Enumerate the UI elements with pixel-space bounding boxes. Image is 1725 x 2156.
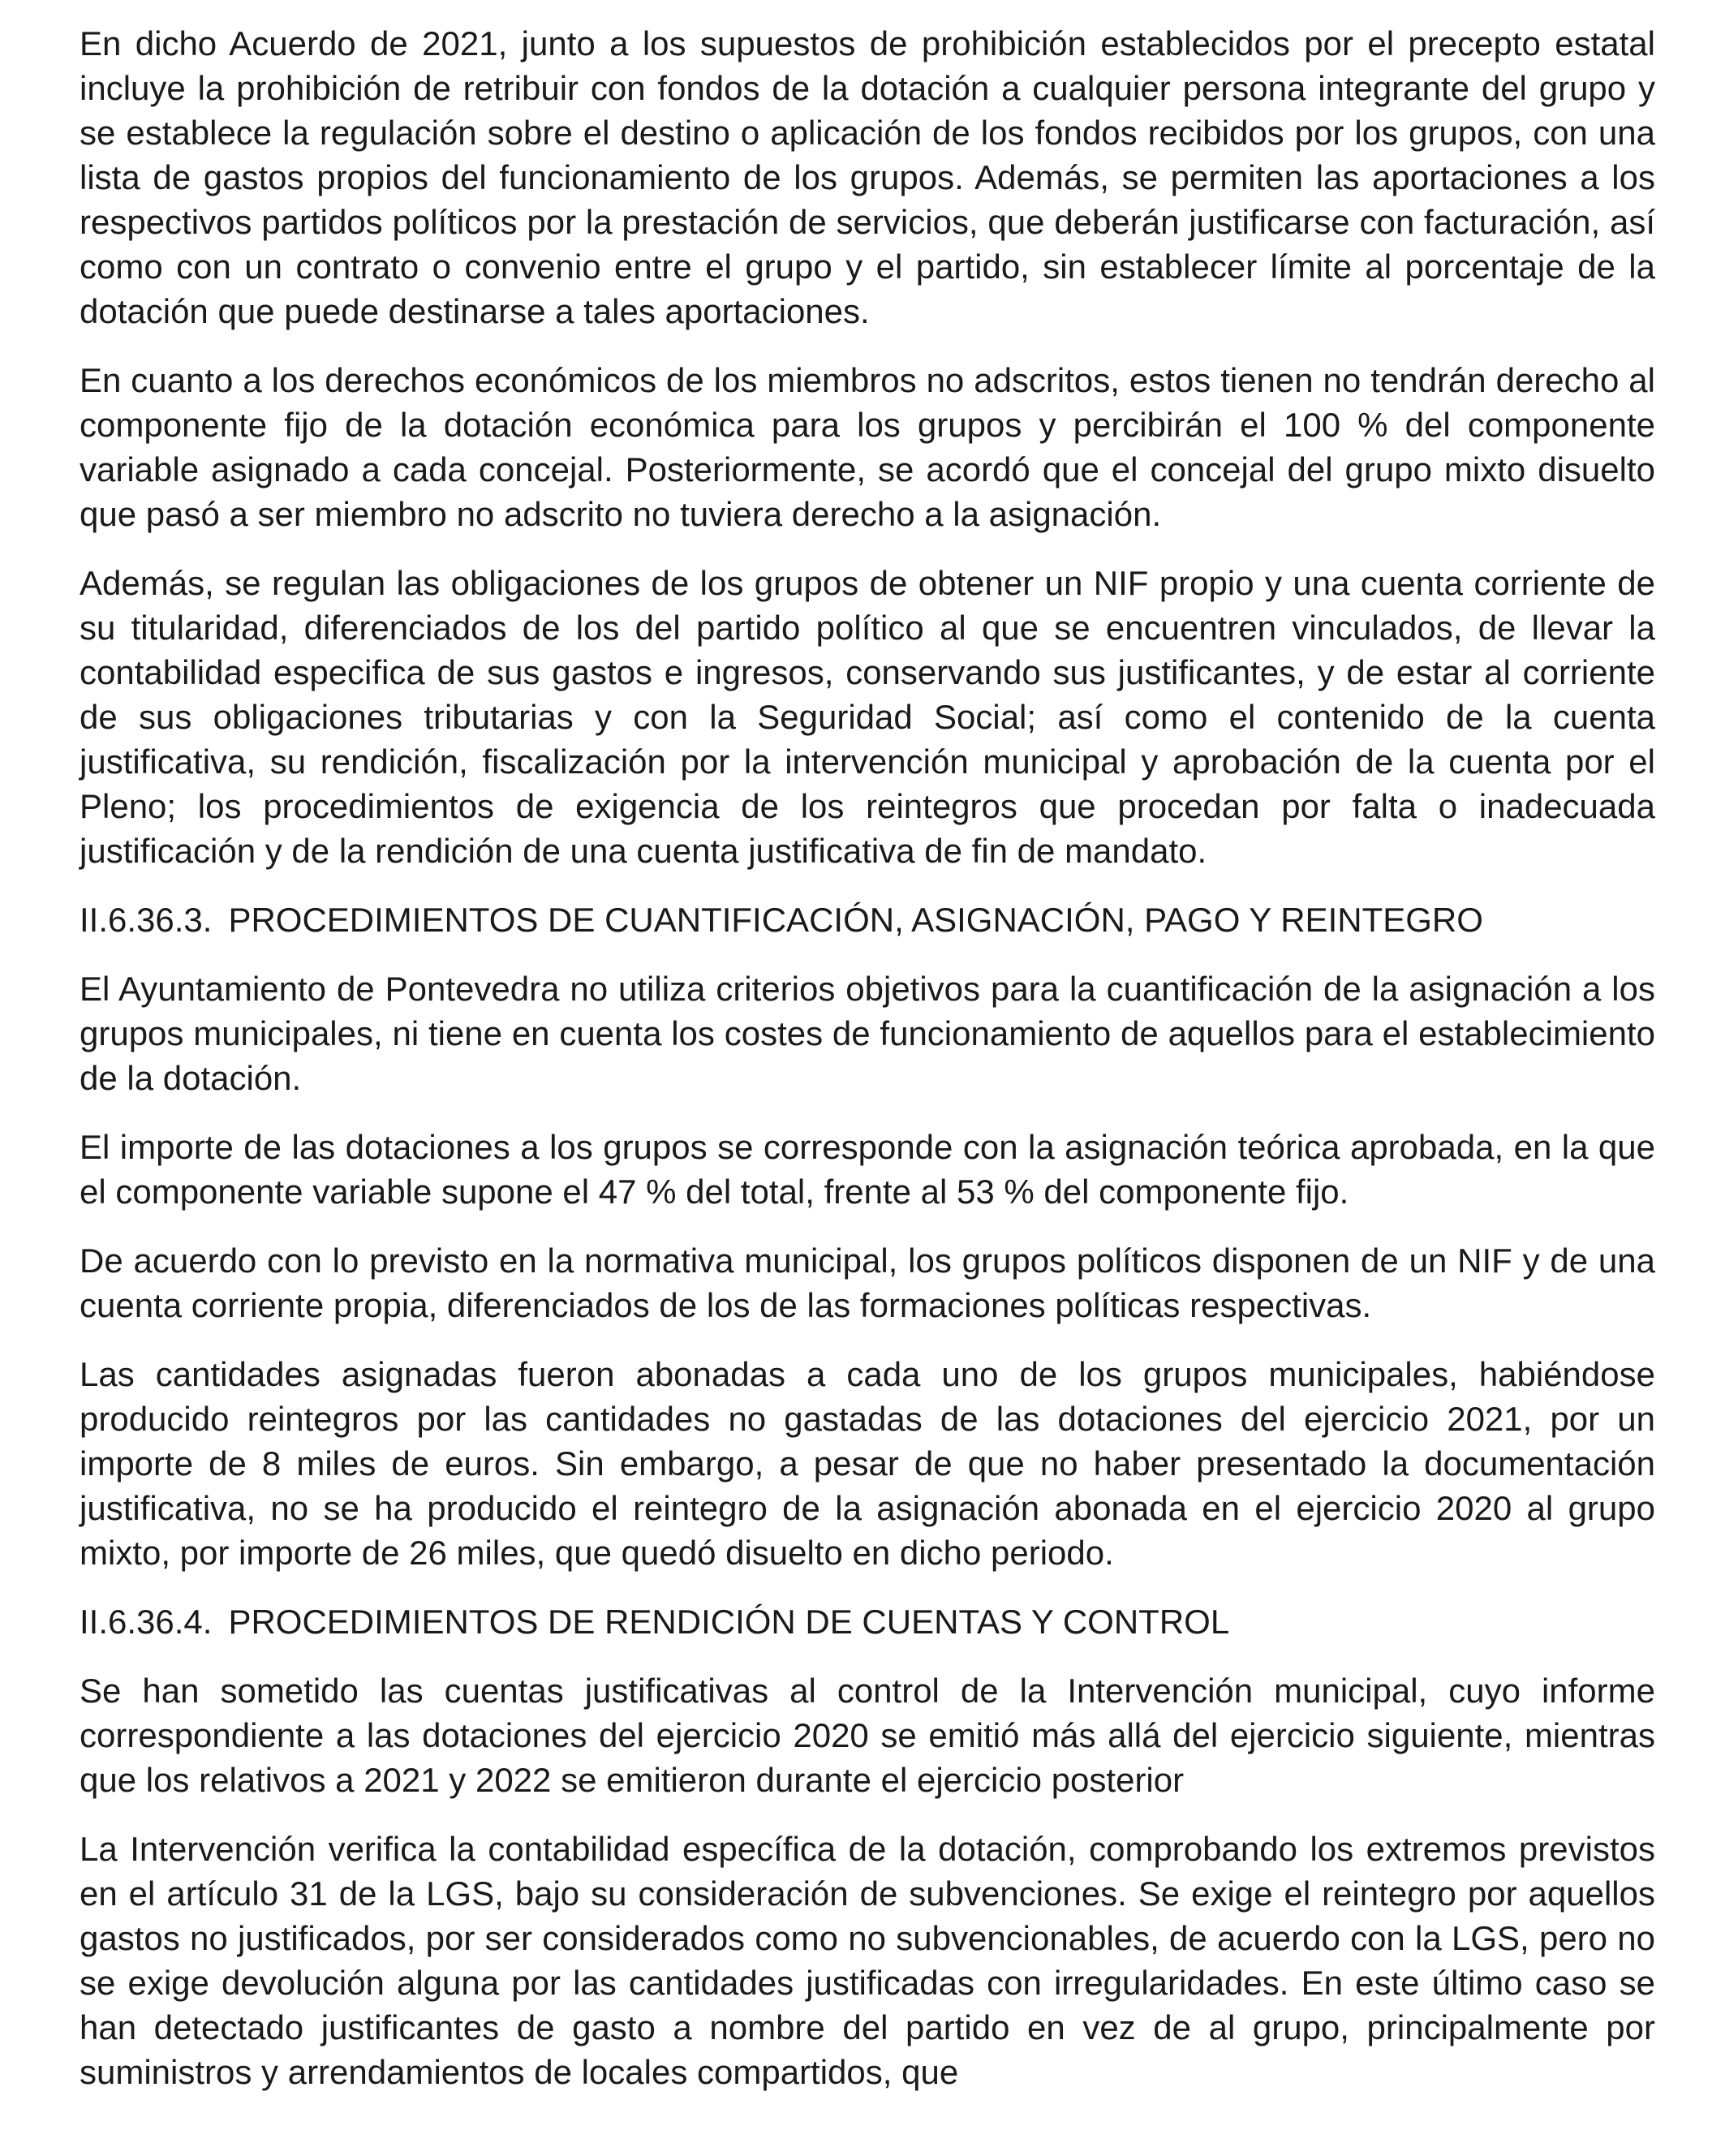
document-page: [80, 21, 1655, 2119]
section-heading-cuantificacion: [80, 897, 1655, 942]
paragraph-acuerdo-2021: En dicho Acuerdo de 2021, junto a los supuestos de prohibición establecidos por el precepto estatal incluye la prohibición de retribuir con fondos de la dotación a cualquier persona integrante del grupo y se establece la regulación sobre el destino o aplicación de los fondos recibidos por los grupos, con una lista de gastos propios del funcionamiento de los grupos. Además, se permiten las aportaciones a los respectivos partidos políticos por la prestación de servicios, que deberán justificarse con facturación, así como con un contrato o convenio entre el grupo y el partido, sin establecer límite al porcentaje de la dotación que puede destinarse a tales aportaciones.: [80, 24, 1655, 330]
paragraph-nif-cuenta: De acuerdo con lo previsto en la normativa municipal, los grupos políticos disponen de un NIF y de una cuenta corriente propia, diferenciados de los de las formaciones políticas respectivas.: [80, 1242, 1655, 1324]
paragraph-intervencion-verifica: La Intervención verifica la contabilidad específica de la dotación, comprobando los extremos previstos en el artículo 31 de la LGS, bajo su consideración de subvenciones. Se exige el reintegro por aquellos gastos no justificados, por ser considerados como no subvencionables, de acuerdo con la LGS, pero no se exige devolución alguna por las cantidades justificadas con irregularidades. En este último caso se han detectado justificantes de gasto a nombre del partido en vez de al grupo, principalmente por suministros y arrendamientos de locales compartidos, que: [80, 1830, 1655, 2091]
paragraph-cuentas-justificativas: Se han sometido las cuentas justificativas al control de la Intervención municipal, cuyo informe correspondiente a las dotaciones del ejercicio 2020 se emitió más allá del ejercicio siguiente, mientras que los relativos a 2021 y 2022 se emitieron durante el ejercicio posterior: [80, 1672, 1655, 1799]
section-number: II.6.36.3.: [80, 901, 213, 939]
paragraph-criterios-objetivos: El Ayuntamiento de Pontevedra no utiliza criterios objetivos para la cuantificación de la asignación a los grupos municipales, ni tiene en cuenta los costes de funcionamiento de aquellos para el establecimiento de la dotación.: [80, 970, 1655, 1097]
section-heading-rendicion: [80, 1599, 1655, 1644]
paragraph-cantidades-asignadas: Las cantidades asignadas fueron abonadas a cada uno de los grupos municipales, habiéndose producido reintegros por las cantidades no gastadas de las dotaciones del ejercicio 2021, por un importe de 8 miles de euros. Sin embargo, a pesar de que no haber presentado la documentación justificativa, no se ha producido el reintegro de la asignación abonada en el ejercicio 2020 al grupo mixto, por importe de 26 miles, que quedó disuelto en dicho periodo.: [80, 1355, 1655, 1572]
section-number: II.6.36.4.: [80, 1603, 213, 1641]
section-title: PROCEDIMIENTOS DE CUANTIFICACIÓN, ASIGNACIÓN, PAGO Y REINTEGRO: [228, 901, 1483, 939]
paragraph-obligaciones-grupos: Además, se regulan las obligaciones de los grupos de obtener un NIF propio y una cuenta corriente de su titularidad, diferenciados de los del partido político al que se encuentren vinculados, de llevar la contabilidad especifica de sus gastos e ingresos, conservando sus justificantes, y de estar al corriente de sus obligaciones tributarias y con la Seguridad Social; así como el contenido de la cuenta justificativa, su rendición, fiscalización por la intervención municipal y aprobación de la cuenta por el Pleno; los procedimientos de exigencia de los reintegros que procedan por falta o inadecuada justificación y de la rendición de una cuenta justificativa de fin de mandato.: [80, 564, 1655, 870]
section-title: PROCEDIMIENTOS DE RENDICIÓN DE CUENTAS Y CONTROL: [228, 1603, 1230, 1641]
paragraph-no-adscritos: En cuanto a los derechos económicos de los miembros no adscritos, estos tienen no tendrán derecho al componente fijo de la dotación económica para los grupos y percibirán el 100 % del componente variable asignado a cada concejal. Posteriormente, se acordó que el concejal del grupo mixto disuelto que pasó a ser miembro no adscrito no tuviera derecho a la asignación.: [80, 361, 1655, 533]
paragraph-importe-dotaciones: El importe de las dotaciones a los grupos se corresponde con la asignación teórica aprobada, en la que el componente variable supone el 47 % del total, frente al 53 % del componente fijo.: [80, 1128, 1655, 1211]
